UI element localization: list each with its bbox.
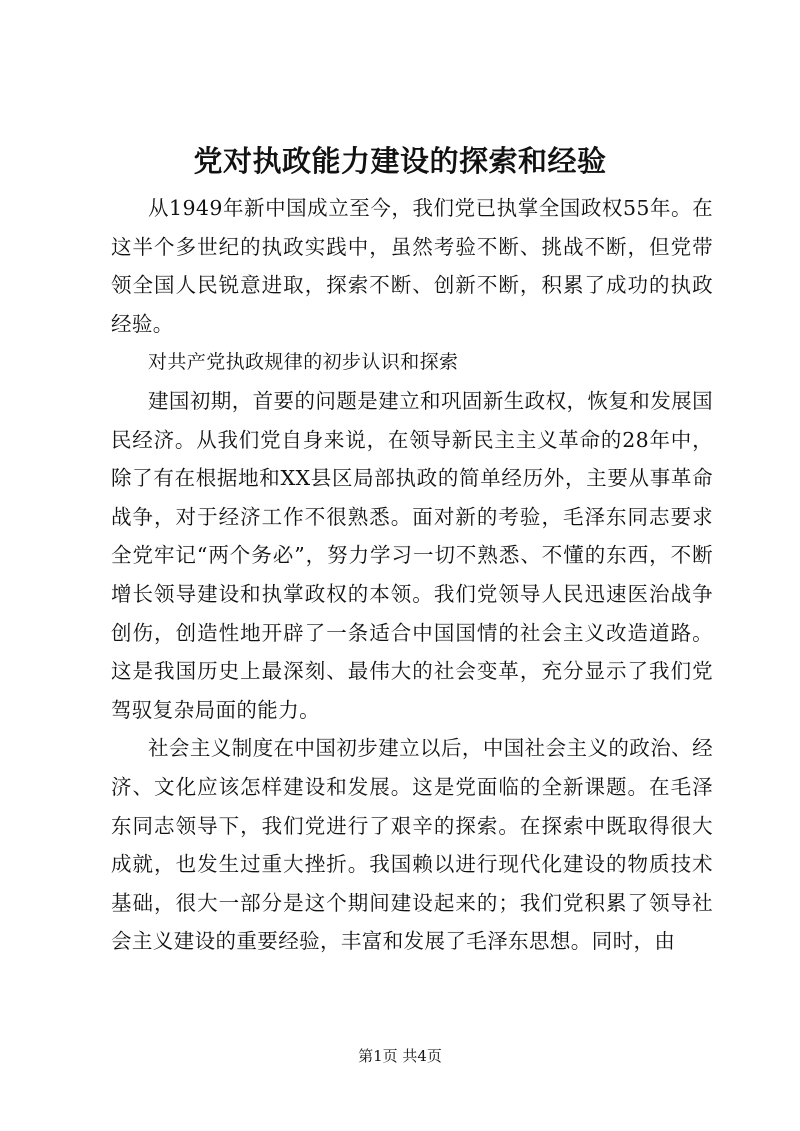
paragraph-early-period: 建国初期，首要的问题是建立和巩固新生政权，恢复和发展国民经济。从我们党自身来说，在领导新民主主义革命的28年中，除了有在根据地和XX县区局部执政的简单经历外，主要从事革命战争，对于经济工作不很熟悉。面对新的考验，毛泽东同志要求全党牢记“两个务必”，努力学习一切不熟悉、不懂的东西，不断增长领导建设和执掌政权的本领。我们党领导人民迅速医治战争创伤，创造性地开辟了一条适合中国国情的社会主义改造道路。这是我国历史上最深刻、最伟大的社会变革，充分显示了我们党驾驭复杂局面的能力。 <box>111 388 713 722</box>
document-title: 党对执政能力建设的探索和经验 <box>193 144 607 178</box>
paragraph-intro: 从1949年新中国成立至今，我们党已执掌全国政权55年。在这半个多世纪的执政实践中，虽然考验不断、挑战不断，但党带领全国人民锐意进取，探索不断、创新不断，积累了成功的执政经验。 <box>111 196 713 336</box>
document-body <box>111 189 713 961</box>
section-heading: 对共产党执政规律的初步认识和探索 <box>148 351 459 374</box>
page-footer: 第1页 共4页 <box>358 1047 442 1065</box>
paragraph-socialist-construction: 社会主义制度在中国初步建立以后，中国社会主义的政治、经济、文化应该怎样建设和发展。这是党面临的全新课题。在毛泽东同志领导下，我们党进行了艰辛的探索。在探索中既取得很大成就，也发生过重大挫折。我国赖以进行现代化建设的物质技术基础，很大一部分是这个期间建设起来的；我们党积累了领导社会主义建设的重要经验，丰富和发展了毛泽东思想。同时，由 <box>111 736 713 954</box>
